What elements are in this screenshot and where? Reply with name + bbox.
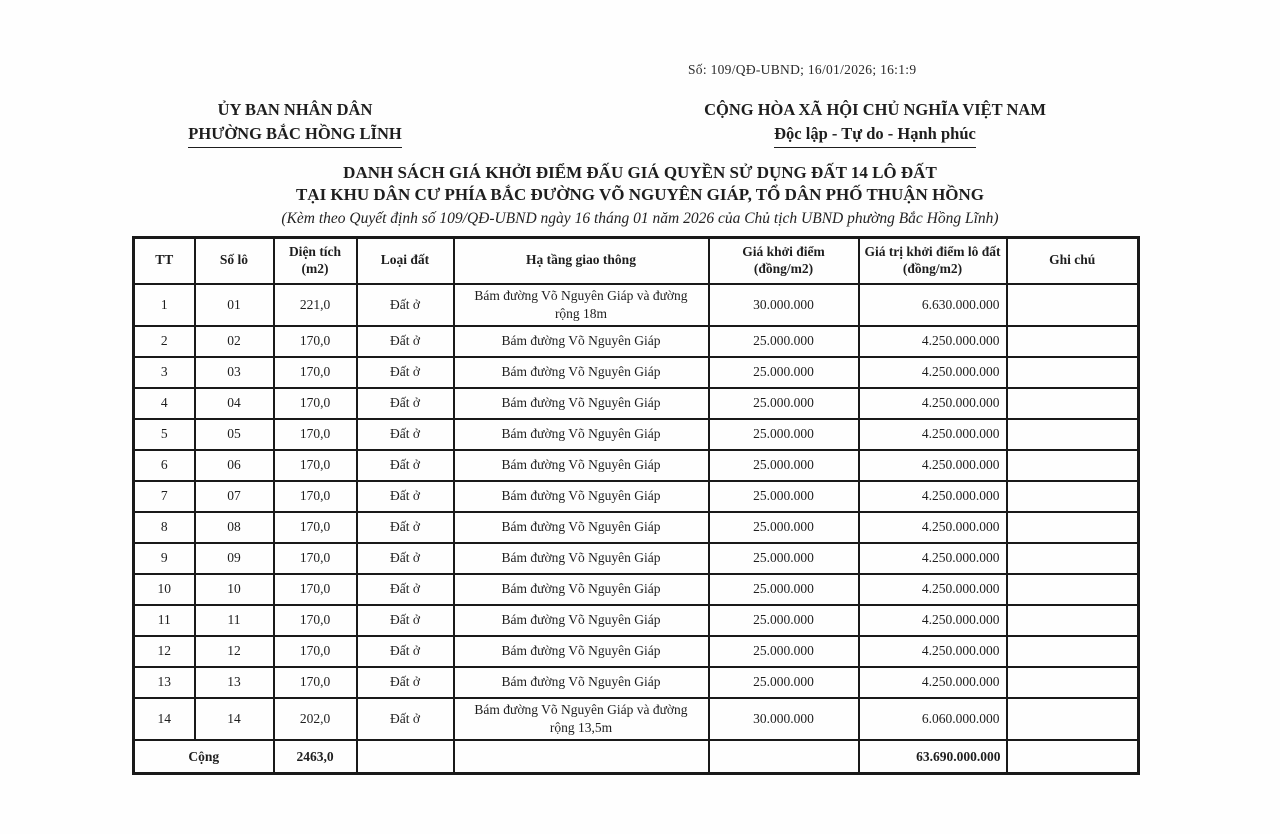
cell-loai-dat: Đất ở bbox=[357, 388, 454, 419]
cell-so-lo: 01 bbox=[195, 284, 274, 326]
cell-ghi-chu bbox=[1007, 450, 1139, 481]
summary-label: Cộng bbox=[134, 740, 274, 773]
cell-so-lo: 05 bbox=[195, 419, 274, 450]
table-row bbox=[134, 667, 1139, 698]
cell-dien-tich: 170,0 bbox=[274, 667, 357, 698]
cell-tt: 4 bbox=[134, 388, 195, 419]
cell-so-lo: 07 bbox=[195, 481, 274, 512]
cell-tt: 10 bbox=[134, 574, 195, 605]
column-header-ghi-chu: Ghi chú bbox=[1007, 238, 1139, 284]
cell-gia-tri: 6.060.000.000 bbox=[859, 698, 1007, 740]
cell-ghi-chu bbox=[1007, 698, 1139, 740]
cell-loai-dat: Đất ở bbox=[357, 284, 454, 326]
cell-loai-dat: Đất ở bbox=[357, 450, 454, 481]
cell-loai-dat: Đất ở bbox=[357, 419, 454, 450]
cell-gia-tri: 4.250.000.000 bbox=[859, 419, 1007, 450]
document-title-line1: DANH SÁCH GIÁ KHỞI ĐIỂM ĐẤU GIÁ QUYỀN SỬ DỤNG ĐẤT 14 LÔ ĐẤT bbox=[343, 163, 937, 182]
column-header-gia-tri: Giá trị khởi điểm lô đất (đồng/m2) bbox=[859, 238, 1007, 284]
cell-ha-tang: Bám đường Võ Nguyên Giáp bbox=[454, 605, 709, 636]
table-row bbox=[134, 419, 1139, 450]
cell-ghi-chu bbox=[1007, 574, 1139, 605]
cell-tt: 3 bbox=[134, 357, 195, 388]
national-motto: Độc lập - Tự do - Hạnh phúc bbox=[640, 122, 1110, 148]
issuing-authority-line2: PHƯỜNG BẮC HỒNG LĨNH bbox=[130, 122, 460, 148]
cell-gia-khoi-diem: 25.000.000 bbox=[709, 636, 859, 667]
cell-ghi-chu bbox=[1007, 326, 1139, 357]
cell-gia-tri: 4.250.000.000 bbox=[859, 450, 1007, 481]
cell-tt: 12 bbox=[134, 636, 195, 667]
cell-ha-tang: Bám đường Võ Nguyên Giáp bbox=[454, 450, 709, 481]
summary-total-value: 63.690.000.000 bbox=[859, 740, 1007, 773]
table-body bbox=[134, 284, 1139, 741]
land-price-table bbox=[132, 236, 1140, 775]
cell-loai-dat: Đất ở bbox=[357, 543, 454, 574]
table-summary-row bbox=[134, 740, 1139, 773]
cell-ha-tang: Bám đường Võ Nguyên Giáp bbox=[454, 512, 709, 543]
cell-dien-tich: 170,0 bbox=[274, 481, 357, 512]
cell-ha-tang: Bám đường Võ Nguyên Giáp bbox=[454, 419, 709, 450]
summary-cell-ghi-chu bbox=[1007, 740, 1139, 773]
cell-loai-dat: Đất ở bbox=[357, 357, 454, 388]
cell-so-lo: 04 bbox=[195, 388, 274, 419]
cell-loai-dat: Đất ở bbox=[357, 481, 454, 512]
cell-ghi-chu bbox=[1007, 357, 1139, 388]
cell-ha-tang: Bám đường Võ Nguyên Giáp bbox=[454, 667, 709, 698]
cell-tt: 5 bbox=[134, 419, 195, 450]
cell-dien-tich: 170,0 bbox=[274, 512, 357, 543]
summary-total-area: 2463,0 bbox=[274, 740, 357, 773]
cell-gia-khoi-diem: 25.000.000 bbox=[709, 419, 859, 450]
cell-ha-tang: Bám đường Võ Nguyên Giáp bbox=[454, 543, 709, 574]
issuing-authority-block bbox=[130, 98, 460, 148]
national-motto-block bbox=[640, 98, 1110, 148]
cell-so-lo: 08 bbox=[195, 512, 274, 543]
cell-gia-khoi-diem: 25.000.000 bbox=[709, 326, 859, 357]
cell-tt: 6 bbox=[134, 450, 195, 481]
cell-so-lo: 13 bbox=[195, 667, 274, 698]
summary-cell-gia-khoi-diem bbox=[709, 740, 859, 773]
column-header-gia-khoi-diem: Giá khởi điểm (đồng/m2) bbox=[709, 238, 859, 284]
cell-gia-khoi-diem: 25.000.000 bbox=[709, 512, 859, 543]
cell-ha-tang: Bám đường Võ Nguyên Giáp bbox=[454, 481, 709, 512]
cell-gia-tri: 4.250.000.000 bbox=[859, 605, 1007, 636]
cell-so-lo: 12 bbox=[195, 636, 274, 667]
table-row bbox=[134, 450, 1139, 481]
cell-dien-tich: 170,0 bbox=[274, 574, 357, 605]
national-title: CỘNG HÒA XÃ HỘI CHỦ NGHĨA VIỆT NAM bbox=[704, 100, 1046, 119]
cell-tt: 11 bbox=[134, 605, 195, 636]
cell-loai-dat: Đất ở bbox=[357, 698, 454, 740]
table-row bbox=[134, 698, 1139, 740]
cell-so-lo: 03 bbox=[195, 357, 274, 388]
cell-so-lo: 10 bbox=[195, 574, 274, 605]
cell-ghi-chu bbox=[1007, 605, 1139, 636]
cell-gia-tri: 4.250.000.000 bbox=[859, 326, 1007, 357]
cell-so-lo: 11 bbox=[195, 605, 274, 636]
cell-gia-khoi-diem: 25.000.000 bbox=[709, 481, 859, 512]
cell-gia-khoi-diem: 25.000.000 bbox=[709, 574, 859, 605]
cell-gia-khoi-diem: 25.000.000 bbox=[709, 357, 859, 388]
cell-dien-tich: 170,0 bbox=[274, 388, 357, 419]
table-row bbox=[134, 284, 1139, 326]
cell-ha-tang: Bám đường Võ Nguyên Giáp bbox=[454, 388, 709, 419]
cell-ghi-chu bbox=[1007, 543, 1139, 574]
column-header-so-lo: Số lô bbox=[195, 238, 274, 284]
cell-loai-dat: Đất ở bbox=[357, 605, 454, 636]
cell-gia-tri: 4.250.000.000 bbox=[859, 636, 1007, 667]
cell-gia-khoi-diem: 25.000.000 bbox=[709, 543, 859, 574]
table-row bbox=[134, 543, 1139, 574]
document-title-line2: TẠI KHU DÂN CƯ PHÍA BẮC ĐƯỜNG VÕ NGUYÊN GIÁP, TỔ DÂN PHỐ THUẬN HỒNG bbox=[295, 184, 985, 204]
table-row bbox=[134, 605, 1139, 636]
table-row bbox=[134, 512, 1139, 543]
cell-ha-tang: Bám đường Võ Nguyên Giáp bbox=[454, 326, 709, 357]
cell-tt: 2 bbox=[134, 326, 195, 357]
cell-dien-tich: 221,0 bbox=[274, 284, 357, 326]
cell-ghi-chu bbox=[1007, 667, 1139, 698]
cell-ghi-chu bbox=[1007, 481, 1139, 512]
summary-cell-ha-tang bbox=[454, 740, 709, 773]
document-header bbox=[0, 98, 1280, 148]
cell-ghi-chu bbox=[1007, 419, 1139, 450]
cell-loai-dat: Đất ở bbox=[357, 636, 454, 667]
cell-dien-tich: 170,0 bbox=[274, 636, 357, 667]
cell-dien-tich: 170,0 bbox=[274, 326, 357, 357]
cell-tt: 13 bbox=[134, 667, 195, 698]
summary-cell-loai-dat bbox=[357, 740, 454, 773]
cell-loai-dat: Đất ở bbox=[357, 512, 454, 543]
cell-dien-tich: 170,0 bbox=[274, 357, 357, 388]
table-row bbox=[134, 357, 1139, 388]
cell-tt: 9 bbox=[134, 543, 195, 574]
cell-gia-khoi-diem: 30.000.000 bbox=[709, 698, 859, 740]
document-title bbox=[140, 162, 1140, 206]
cell-so-lo: 09 bbox=[195, 543, 274, 574]
table-row bbox=[134, 326, 1139, 357]
cell-loai-dat: Đất ở bbox=[357, 667, 454, 698]
cell-dien-tich: 170,0 bbox=[274, 419, 357, 450]
cell-gia-khoi-diem: 25.000.000 bbox=[709, 388, 859, 419]
column-header-ha-tang: Hạ tầng giao thông bbox=[454, 238, 709, 284]
cell-tt: 8 bbox=[134, 512, 195, 543]
cell-gia-tri: 4.250.000.000 bbox=[859, 388, 1007, 419]
cell-ha-tang: Bám đường Võ Nguyên Giáp và đường rộng 13,5m bbox=[454, 698, 709, 740]
cell-gia-tri: 4.250.000.000 bbox=[859, 667, 1007, 698]
document-subtitle: (Kèm theo Quyết định số 109/QĐ-UBND ngày 16 tháng 01 năm 2026 của Chủ tịch UBND phường Bắc Hồng Lĩnh) bbox=[281, 210, 999, 227]
print-stamp: Số: 109/QĐ-UBND; 16/01/2026; 16:1:9 bbox=[688, 62, 917, 77]
cell-ghi-chu bbox=[1007, 512, 1139, 543]
cell-ghi-chu bbox=[1007, 636, 1139, 667]
cell-ghi-chu bbox=[1007, 388, 1139, 419]
cell-gia-tri: 4.250.000.000 bbox=[859, 357, 1007, 388]
table-row bbox=[134, 388, 1139, 419]
cell-gia-tri: 4.250.000.000 bbox=[859, 574, 1007, 605]
cell-dien-tich: 202,0 bbox=[274, 698, 357, 740]
table-header-row bbox=[134, 238, 1139, 284]
table-row bbox=[134, 574, 1139, 605]
cell-gia-tri: 4.250.000.000 bbox=[859, 481, 1007, 512]
cell-dien-tich: 170,0 bbox=[274, 450, 357, 481]
cell-tt: 7 bbox=[134, 481, 195, 512]
cell-dien-tich: 170,0 bbox=[274, 605, 357, 636]
table-row bbox=[134, 481, 1139, 512]
cell-loai-dat: Đất ở bbox=[357, 326, 454, 357]
cell-so-lo: 06 bbox=[195, 450, 274, 481]
table-row bbox=[134, 636, 1139, 667]
column-header-loai-dat: Loại đất bbox=[357, 238, 454, 284]
cell-gia-tri: 6.630.000.000 bbox=[859, 284, 1007, 326]
cell-gia-khoi-diem: 30.000.000 bbox=[709, 284, 859, 326]
cell-ha-tang: Bám đường Võ Nguyên Giáp bbox=[454, 636, 709, 667]
issuing-authority-line1: ỦY BAN NHÂN DÂN bbox=[217, 100, 373, 119]
cell-gia-tri: 4.250.000.000 bbox=[859, 512, 1007, 543]
cell-ha-tang: Bám đường Võ Nguyên Giáp và đường rộng 18m bbox=[454, 284, 709, 326]
cell-gia-khoi-diem: 25.000.000 bbox=[709, 667, 859, 698]
cell-so-lo: 02 bbox=[195, 326, 274, 357]
cell-gia-khoi-diem: 25.000.000 bbox=[709, 450, 859, 481]
column-header-tt: TT bbox=[134, 238, 195, 284]
cell-tt: 14 bbox=[134, 698, 195, 740]
cell-dien-tich: 170,0 bbox=[274, 543, 357, 574]
cell-gia-khoi-diem: 25.000.000 bbox=[709, 605, 859, 636]
cell-ha-tang: Bám đường Võ Nguyên Giáp bbox=[454, 357, 709, 388]
cell-loai-dat: Đất ở bbox=[357, 574, 454, 605]
column-header-dien-tich: Diện tích (m2) bbox=[274, 238, 357, 284]
cell-ha-tang: Bám đường Võ Nguyên Giáp bbox=[454, 574, 709, 605]
cell-tt: 1 bbox=[134, 284, 195, 326]
cell-gia-tri: 4.250.000.000 bbox=[859, 543, 1007, 574]
cell-so-lo: 14 bbox=[195, 698, 274, 740]
cell-ghi-chu bbox=[1007, 284, 1139, 326]
